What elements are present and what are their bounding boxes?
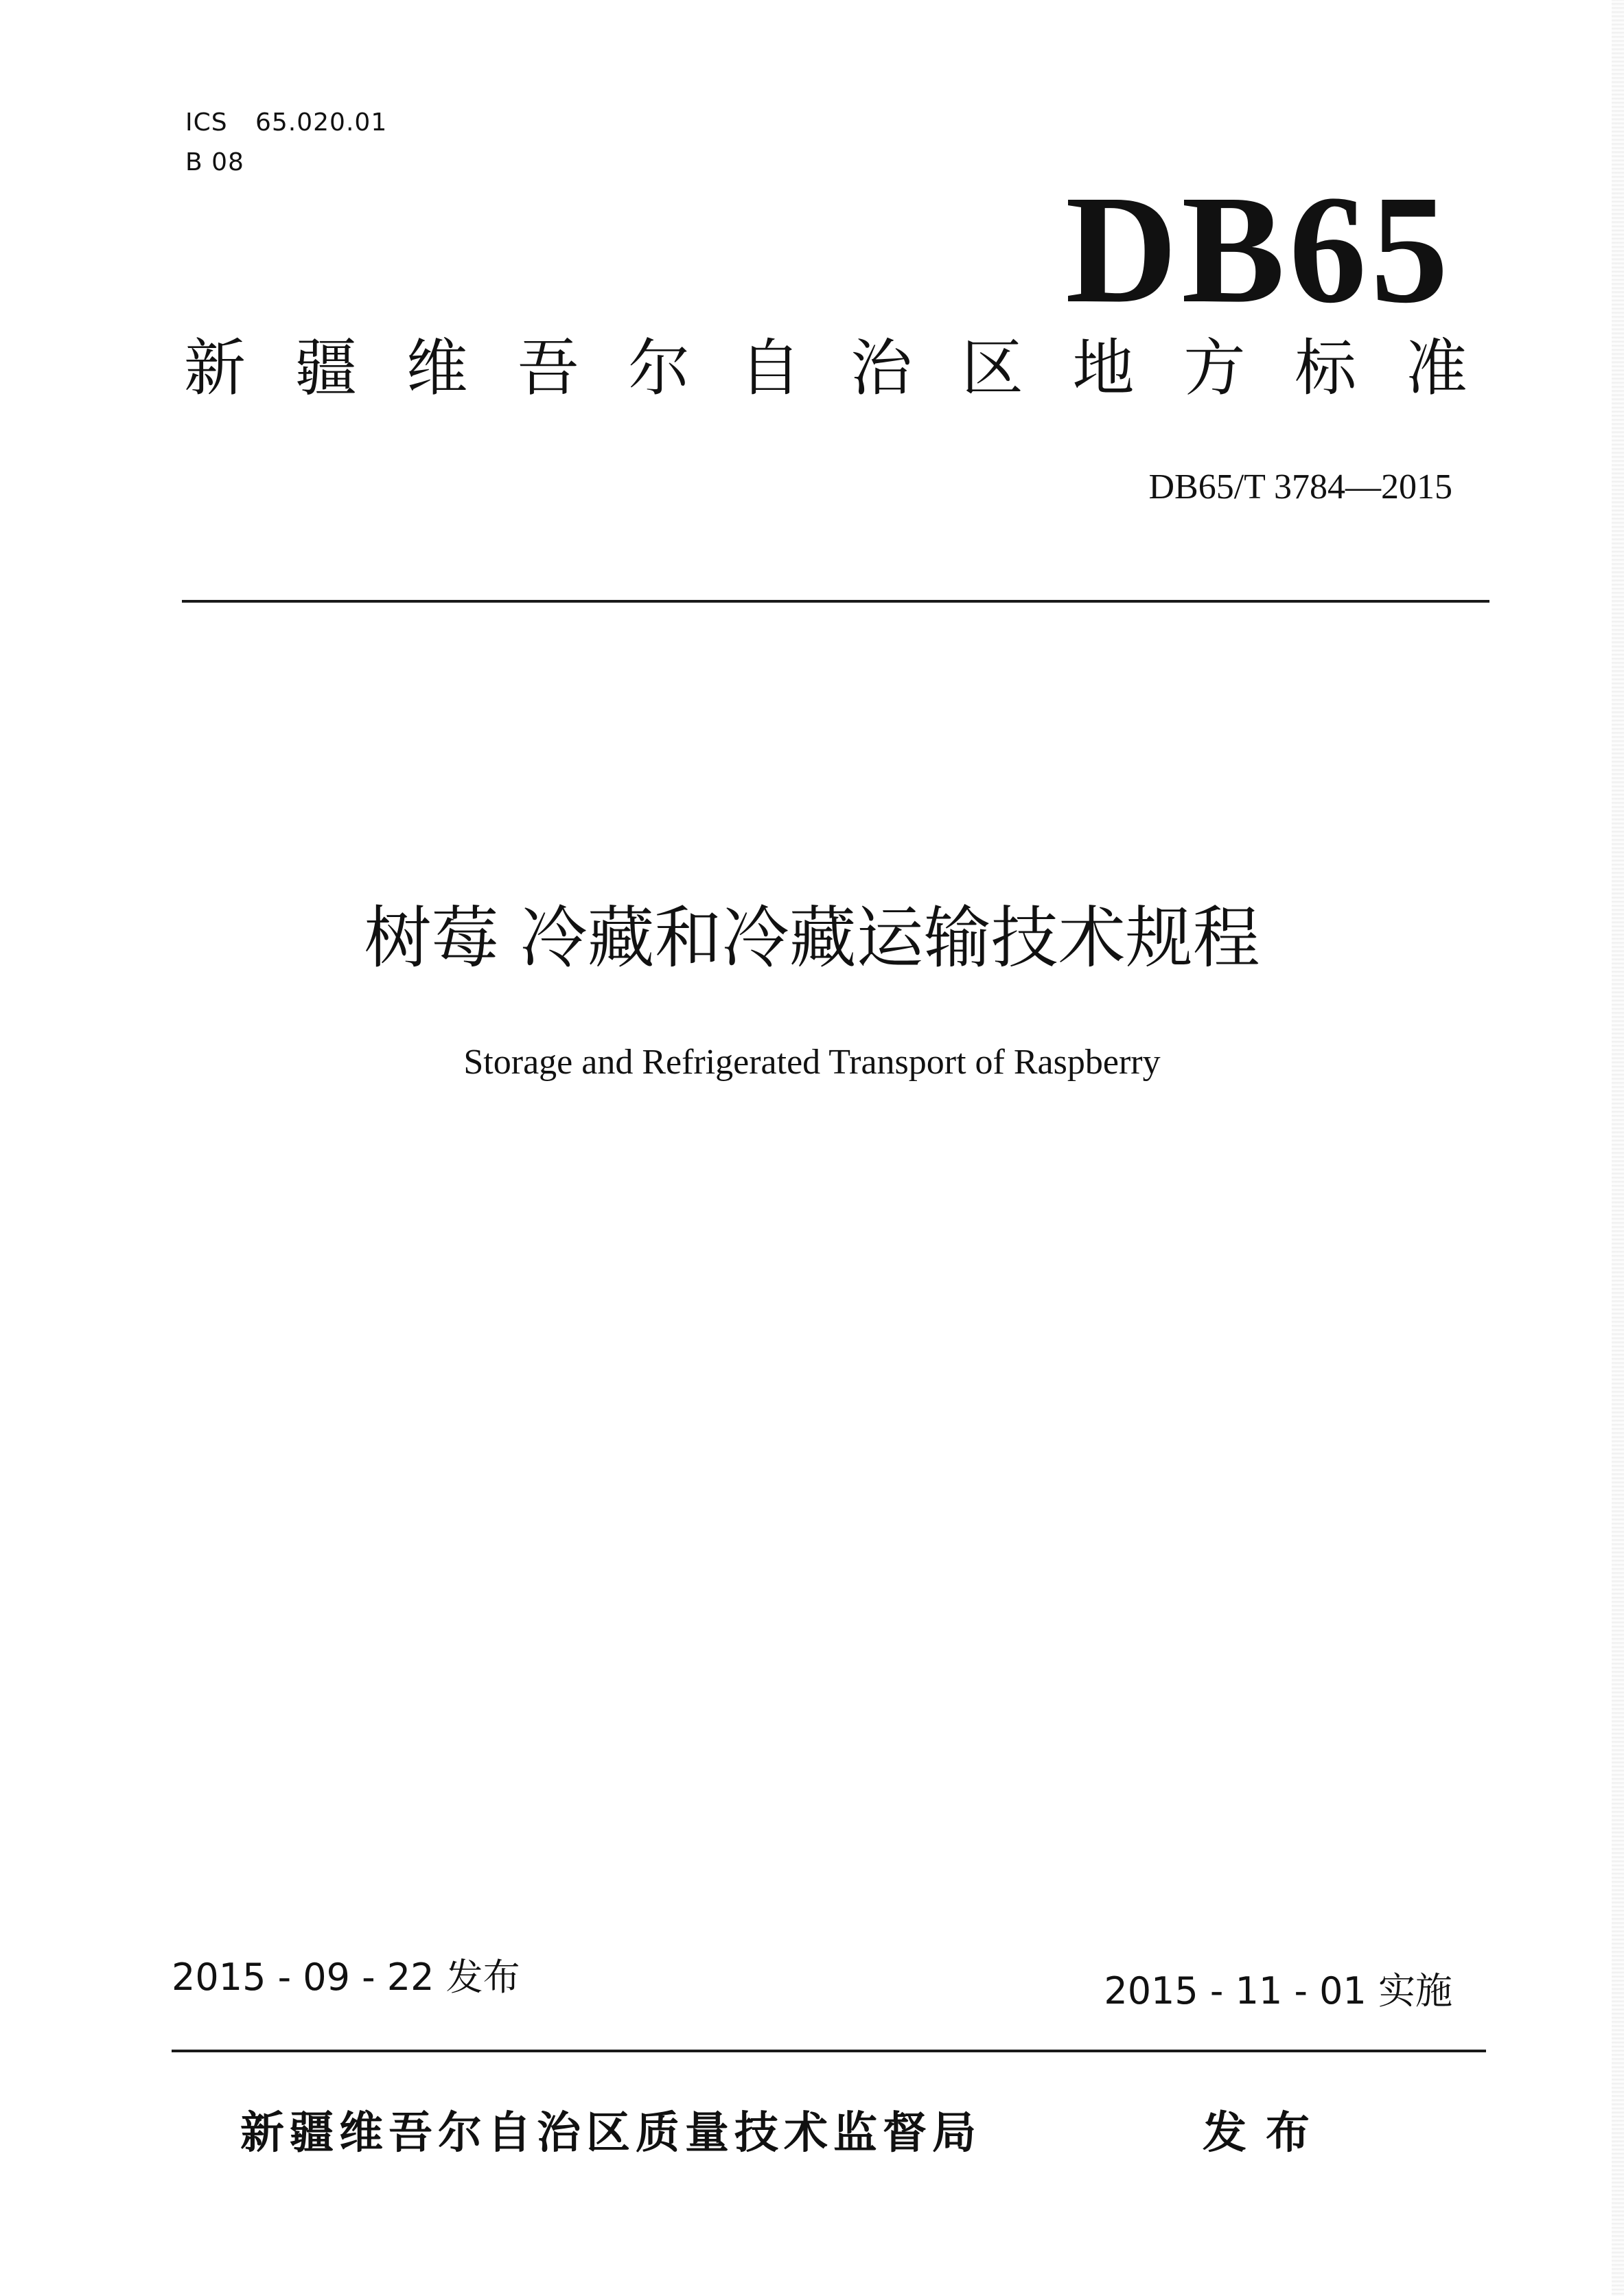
header-divider bbox=[182, 600, 1489, 603]
document-title-english: Storage and Refrigerated Transport of Raspberry bbox=[463, 1043, 1161, 1082]
document-title-chinese: 树莓 冷藏和冷藏运输技术规程 bbox=[364, 899, 1260, 977]
scan-edge-artifact bbox=[1612, 0, 1624, 2296]
authority-char: 吾 bbox=[517, 332, 579, 404]
authority-char: 自 bbox=[739, 332, 802, 404]
authority-char: 新 bbox=[184, 332, 246, 404]
implementation-date: 2015 - 11 - 01 实施 bbox=[1104, 1969, 1452, 2013]
standard-number: DB65/T 3784—2015 bbox=[1148, 467, 1452, 507]
standard-authority-title bbox=[184, 332, 1468, 404]
classification-block bbox=[185, 103, 387, 183]
issuing-authority: 新疆维吾尔自治区质量技术监督局 bbox=[240, 2108, 982, 2159]
standard-code-logo: DB65 bbox=[1065, 163, 1452, 335]
authority-char: 区 bbox=[961, 332, 1023, 404]
authority-char: 尔 bbox=[628, 332, 691, 404]
authority-char: 地 bbox=[1072, 332, 1135, 404]
authority-char: 治 bbox=[850, 332, 912, 404]
publish-label: 发布 bbox=[1203, 2108, 1329, 2159]
authority-char: 准 bbox=[1405, 332, 1468, 404]
ics-code: 65.020.01 bbox=[255, 108, 388, 137]
authority-char: 标 bbox=[1295, 332, 1357, 404]
ics-label: ICS bbox=[185, 108, 228, 137]
ics-line bbox=[185, 103, 387, 143]
authority-char: 疆 bbox=[294, 332, 357, 404]
issue-date: 2015 - 09 - 22 发布 bbox=[172, 1956, 520, 1999]
authority-char: 方 bbox=[1183, 332, 1246, 404]
authority-char: 维 bbox=[406, 332, 468, 404]
ccs-code: B 08 bbox=[185, 148, 244, 176]
footer-divider bbox=[172, 2050, 1486, 2052]
